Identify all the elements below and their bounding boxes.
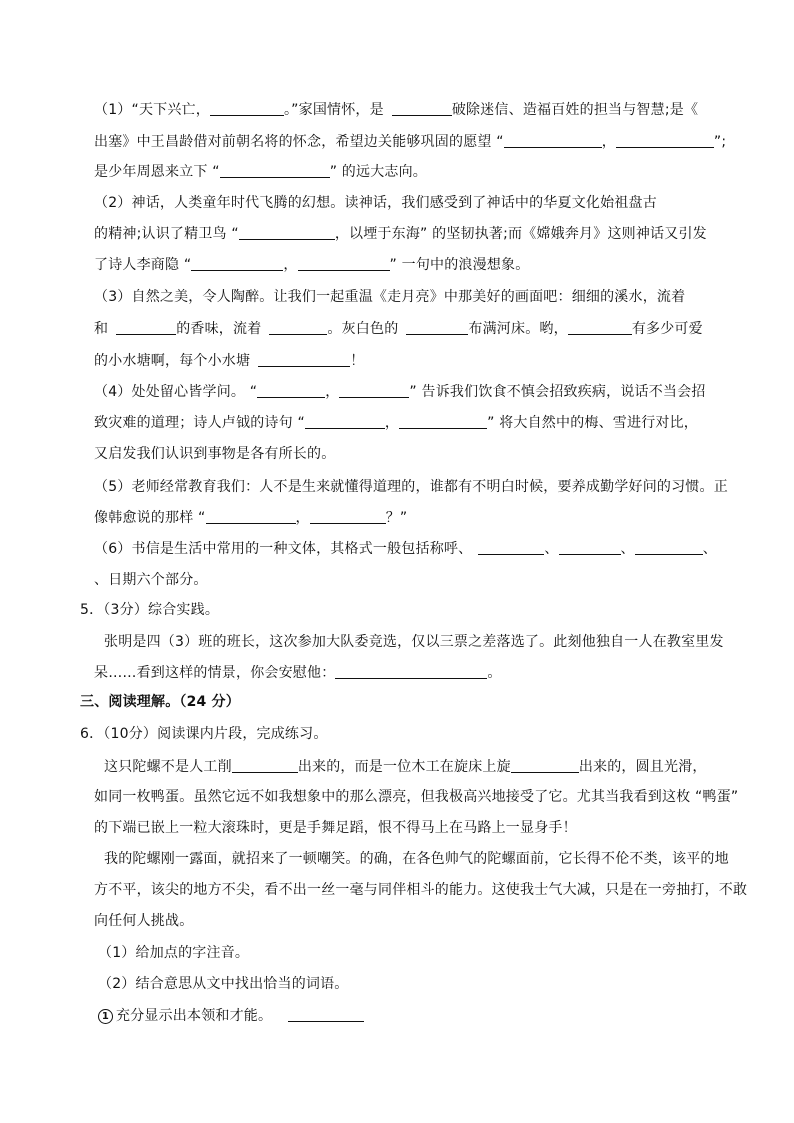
- subq-text: （2）结合意思从文中找出恰当的词语。: [98, 976, 349, 992]
- passage-text: 方不平，该尖的地方不尖，看不出一丝一毫与同伴相斗的能力。这使我士气大减，只是在一旁抽打，不敢: [94, 882, 748, 898]
- q2-text: ” 一句中的浪漫想象。: [389, 257, 530, 273]
- answer-blank[interactable]: [269, 320, 327, 335]
- item5-title: 5．（3分）综合实践。: [80, 602, 220, 618]
- passage-text: 出来的，圆且光滑，: [578, 759, 707, 775]
- q6-text: 、: [544, 541, 559, 557]
- passage-line4: [104, 848, 729, 870]
- q5-text: （5）老师经常教育我们：人不是生来就懂得道理的，谁都有不明白时候，要养成勤学好问的习惯。正: [94, 479, 728, 495]
- q3-text: 的香味，流着: [176, 321, 262, 337]
- q1-text: ，: [601, 134, 616, 150]
- q2-text: 了诗人李商隐 “: [94, 257, 192, 273]
- q2-text: ，以堙于东海” 的坚韧执著;而《嫦娥奔月》这则神话又引发: [334, 226, 707, 242]
- q6-text: 、: [702, 541, 717, 557]
- answer-blank[interactable]: [191, 256, 283, 271]
- passage-text: 如同一枚鸭蛋。虽然它远不如我想象中的那么漂亮，但我极高兴地接受了它。尤其当我看到这枚 “鸭蛋”: [94, 789, 739, 805]
- q4-text: （4）处处留心皆学问。 “: [94, 384, 258, 400]
- item5-para2: [94, 662, 719, 684]
- q6-line1: [94, 538, 719, 560]
- passage-line3: [94, 817, 719, 839]
- q4-line3: [94, 443, 719, 465]
- q2-text: （2）神话，人类童年时代飞腾的幻想。读神话，我们感受到了神话中的华夏文化始祖盘古: [94, 195, 657, 211]
- q3-text: 和: [94, 321, 109, 337]
- circled-number: 1: [98, 1009, 113, 1024]
- subq-text: 充分显示出本领和才能。: [116, 1008, 273, 1024]
- item6-heading: [80, 723, 705, 745]
- q2-text: ，: [283, 257, 298, 273]
- q4-text: ，: [325, 384, 340, 400]
- q6-text: 、: [620, 541, 635, 557]
- q4-text: ” 告诉我们饮食不慎会招致疾病，说话不当会招: [409, 384, 706, 400]
- section-heading: [80, 691, 705, 713]
- answer-blank[interactable]: [616, 133, 714, 148]
- passage-line1: [104, 756, 729, 778]
- q3-text: 的小水塘啊，每个小水塘: [94, 353, 251, 369]
- item5-heading: [80, 599, 705, 621]
- answer-blank[interactable]: [635, 540, 703, 555]
- subq1: [98, 942, 723, 964]
- answer-blank[interactable]: [220, 163, 330, 178]
- q5-line2: [94, 507, 719, 529]
- answer-blank[interactable]: [239, 225, 335, 240]
- passage-line6: [94, 910, 719, 932]
- q2-line2: [94, 223, 719, 245]
- answer-blank[interactable]: [339, 383, 409, 398]
- passage-text: 出来的，而是一位木工在旋床上旋: [297, 759, 511, 775]
- answer-blank[interactable]: [258, 352, 350, 367]
- q4-line1: [94, 381, 719, 403]
- answer-blank[interactable]: [406, 320, 468, 335]
- q6-text: （6）书信是生活中常用的一种文体，其格式一般包括称呼、: [94, 541, 473, 557]
- subq3: [98, 1005, 723, 1027]
- item5-text: 张明是四（3）班的班长，这次参加大队委竞选，仅以三票之差落选了。此刻他独自一人在教室里发: [104, 634, 724, 650]
- q6-line2: [94, 569, 719, 591]
- q1-text: 。”家国情怀，是: [283, 102, 384, 118]
- passage-text: 的下端已嵌上一粒大滚珠时，更是手舞足蹈，恨不得马上在马路上一显身手！: [94, 820, 577, 836]
- q1-text: 出塞》中王昌龄借对前朝名将的怀念，希望边关能够巩固的愿望 “: [94, 134, 504, 150]
- q2-text: 的精神;认识了精卫鸟 “: [94, 226, 239, 242]
- item5-para1: [104, 631, 729, 653]
- passage-text: 向任何人挑战。: [94, 913, 194, 929]
- answer-blank[interactable]: [335, 664, 487, 679]
- q1-line2: [94, 131, 727, 153]
- q4-text: ，: [384, 415, 400, 431]
- q5-line1: [94, 476, 728, 498]
- q3-line1: [94, 286, 719, 308]
- passage-line5: [94, 879, 748, 901]
- q4-line2: [94, 412, 719, 434]
- answer-blank[interactable]: [206, 509, 296, 524]
- answer-blank[interactable]: [392, 101, 452, 116]
- q2-line1: [94, 192, 719, 214]
- q3-text: 有多少可爱: [631, 321, 703, 337]
- answer-blank[interactable]: [559, 540, 621, 555]
- answer-blank[interactable]: [116, 320, 176, 335]
- q1-text: ” 的远大志向。: [329, 164, 428, 180]
- item5-text: 呆……看到这样的情景，你会安慰他：: [94, 665, 336, 681]
- answer-blank[interactable]: [511, 758, 579, 773]
- q1-line3: [94, 161, 719, 183]
- answer-blank[interactable]: [210, 101, 284, 116]
- answer-blank[interactable]: [310, 509, 386, 524]
- subq2: [98, 973, 723, 995]
- passage-text: 这只陀螺不是人工削: [104, 759, 232, 775]
- answer-blank[interactable]: [568, 320, 632, 335]
- q2-line3: [94, 254, 719, 276]
- q1-text: （1）“天下兴亡，: [94, 102, 210, 118]
- q3-line3: [94, 350, 719, 372]
- q3-text: （3）自然之美，令人陶醉。让我们一起重温《走月亮》中那美好的画面吧：细细的溪水，流着: [94, 289, 686, 305]
- q5-text: ？”: [385, 510, 408, 526]
- q3-text: 。灰白色的: [327, 321, 399, 337]
- answer-blank[interactable]: [504, 133, 602, 148]
- q1-text: 是少年周恩来立下 “: [94, 164, 220, 180]
- q4-text: ” 将大自然中的梅、雪进行对比，: [487, 415, 699, 431]
- q1-line1: [94, 99, 719, 121]
- section3-title: 三、阅读理解。（24 分）: [80, 694, 240, 710]
- q5-text: ，: [295, 510, 310, 526]
- answer-blank[interactable]: [305, 414, 385, 429]
- passage-line2: [94, 786, 739, 808]
- q1-text: 破除迷信、造福百姓的担当与智慧;是《: [451, 102, 699, 118]
- item5-text: 。: [487, 665, 502, 681]
- subq-text: （1）给加点的字注音。: [98, 945, 250, 961]
- answer-blank[interactable]: [257, 383, 325, 398]
- answer-blank[interactable]: [288, 1007, 364, 1022]
- item6-title: 6．（10分）阅读课内片段，完成练习。: [80, 726, 328, 742]
- answer-blank[interactable]: [232, 758, 298, 773]
- q3-line2: [94, 318, 719, 340]
- q3-text: 布满河床。哟，: [468, 321, 568, 337]
- answer-blank[interactable]: [478, 540, 544, 555]
- passage-text: 我的陀螺刚一露面，就招来了一顿嘲笑。的确，在各色帅气的陀螺面前，它长得不伦不类，该平的地: [104, 851, 729, 867]
- q4-text: 致灾难的道理；诗人卢钺的诗句 “: [94, 415, 305, 431]
- q6-text: 、日期六个部分。: [94, 572, 208, 588]
- q3-text: ！: [350, 353, 365, 369]
- answer-blank[interactable]: [298, 256, 390, 271]
- answer-blank[interactable]: [399, 414, 487, 429]
- q5-text: 像韩愈说的那样 “: [94, 510, 206, 526]
- q4-text: 又启发我们认识到事物是各有所长的。: [94, 446, 336, 462]
- q1-text: ”;: [713, 134, 727, 150]
